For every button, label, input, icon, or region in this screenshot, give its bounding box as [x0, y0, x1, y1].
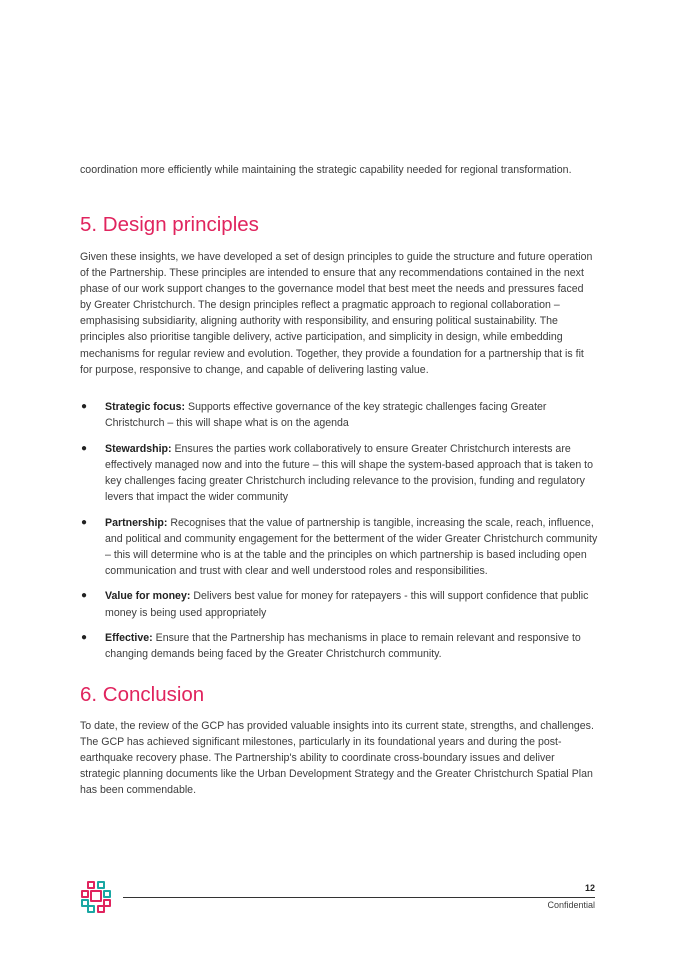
- list-item: [80, 515, 600, 579]
- bullet-text: Delivers best value for money for ratepayers - this will support confidence that public money is being used appropriately: [105, 590, 589, 619]
- bullet-term: Strategic focus:: [105, 401, 186, 413]
- bullet-text: Supports effective governance of the key strategic challenges facing Greater Christchurch – this will shape what is on the agenda: [105, 401, 547, 430]
- bullet-term: Partnership:: [105, 516, 168, 529]
- bullet-term: Stewardship:: [105, 442, 172, 455]
- section-5-paragraph: Given these insights, we have developed a set of design principles to guide the structure and future operation of the Partnership. These principles are intended to ensure that any recommendations contained in the next phase of our work support changes to the governance model that best meet the needs and pressures faced by Greater Christchurch. The design principles reflect a pragmatic approach to regional collaboration – emphasising subsidiarity, aligning authority with responsibility, and ensuring political sustainability. The principles also prioritise tangible delivery, active participation, and simplicity in design, while embedding mechanisms for regular review and evolution. Together, they provide a foundation for a partnership that is fit for purpose, responsive to change, and capable of delivering lasting value.: [80, 251, 593, 376]
- bullet-term: Value for money:: [105, 590, 191, 603]
- section-6-paragraph: To date, the review of the GCP has provided valuable insights into its current state, strengths, and challenges. The GCP has achieved significant milestones, particularly in its foundational years and during the post-earthquake recovery phase. The Partnership's ability to coordinate cross-boundary issues and deliver strategic planning documents like the Urban Development Strategy and the Greater Christchurch Spatial Plan has been commendable.: [80, 720, 594, 797]
- bullet-text: Recognises that the value of partnership is tangible, increasing the scale, reach, influence, and political and community engagement for the betterment of the wider Greater Christchurch community – this will determine who is at the table and the principles on which partnership is based including open communication and trust with clear and well understood roles and responsibilities.: [105, 516, 598, 577]
- bullet-term: Effective:: [105, 632, 153, 645]
- section-5-heading: 5. Design principles: [80, 213, 259, 236]
- bullet-icon: ●: [81, 442, 88, 454]
- list-item: [80, 630, 600, 662]
- list-item: [80, 588, 600, 620]
- footer-divider: [123, 897, 595, 898]
- bullet-text: Ensure that the Partnership has mechanisms in place to remain relevant and responsive to changing demands being faced by the Greater Christchurch community.: [105, 632, 581, 661]
- confidential-label: Confidential: [547, 900, 595, 910]
- bullet-icon: ●: [81, 632, 88, 644]
- bullet-icon: ●: [81, 401, 88, 412]
- bullet-icon: ●: [81, 590, 88, 602]
- section-6-heading: 6. Conclusion: [80, 683, 205, 706]
- intro-paragraph: coordination more efficiently while maintaining the strategic capability needed for regional transformation.: [80, 164, 572, 176]
- list-item: [80, 441, 600, 505]
- list-item: [80, 399, 600, 431]
- bullet-icon: ●: [81, 516, 88, 528]
- greater-christchurch-partnership-logo-icon: [79, 879, 113, 913]
- page-number: 12: [584, 883, 595, 893]
- design-principles-list: [80, 399, 600, 672]
- bullet-text: Ensures the parties work collaboratively to ensure Greater Christchurch interests are effectively managed now and into the future – this will shape the system-based approach that is taken to key challenges facing greater Christchurch including relevance to the provision, funding and regulatory levers that impact the wider community: [105, 442, 593, 503]
